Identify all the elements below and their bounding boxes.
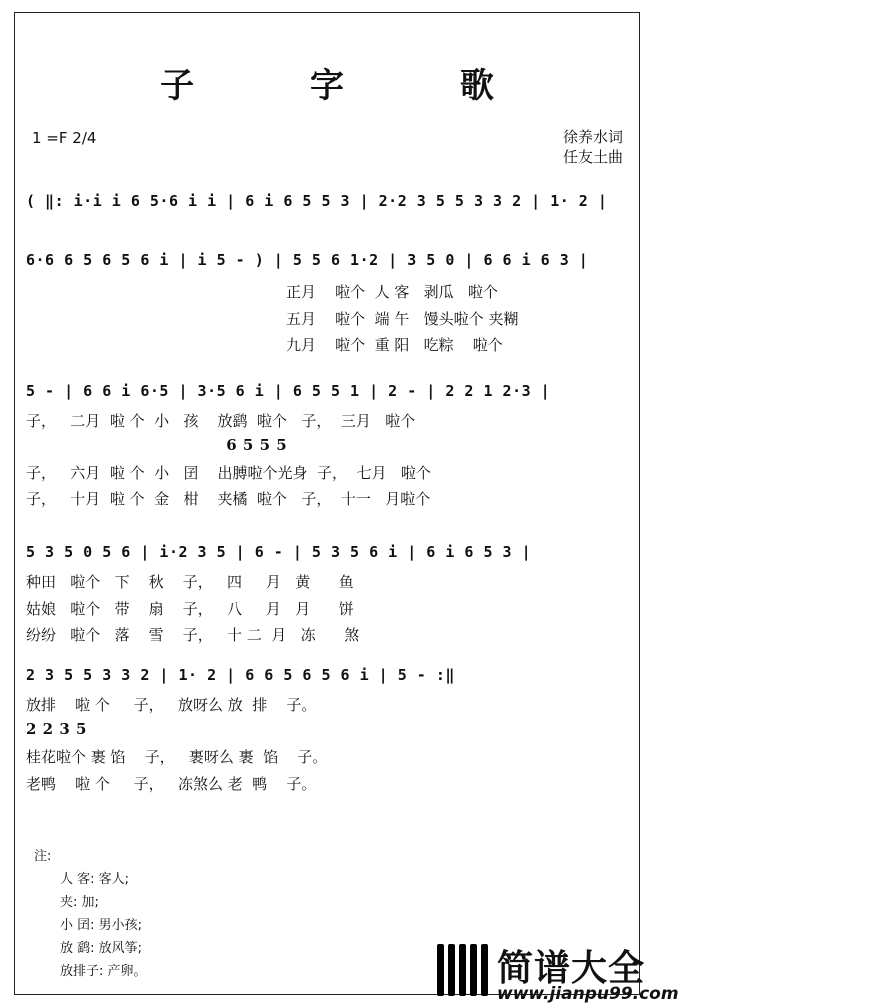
score-line-5: 2 3 5 5 3 3 2 | 1· 2 | 6 6 5 6 5 6 i | 5 - :‖ xyxy=(26,666,455,684)
lyric-3-alt-notes: 6 5 5 5 xyxy=(26,436,288,454)
lyric-4-verse-1: 种田 啦个 下 秋 子， 四 月 黄 鱼 xyxy=(26,573,354,591)
lyric-2-verse-3: 九月 啦个 重 阳 吃粽 啦个 xyxy=(286,336,503,354)
watermark-logo xyxy=(433,938,679,1006)
lyric-5-verse-1: 放排 啦 个 子， 放呀么 放 排 子。 xyxy=(26,696,317,714)
lyric-3-verse-1: 子， 二月 啦 个 小 孩 放鹞 啦个 子， 三月 啦个 xyxy=(26,412,416,430)
lyric-2-verse-2: 五月 啦个 端 午 馒头啦个 夹糊 xyxy=(286,310,519,328)
footnote-item: 放 鹞: 放风筝; xyxy=(60,941,143,956)
piano-keys-icon xyxy=(433,938,493,998)
footnote-item: 小 囝: 男小孩; xyxy=(60,918,143,933)
lyric-3-verse-2: 子， 六月 啦 个 小 囝 出膊啦个光身 子， 七月 啦个 xyxy=(26,464,431,482)
lyric-4-verse-3: 纷纷 啦个 落 雪 子， 十 二 月 冻 煞 xyxy=(26,626,360,644)
key-signature: 1 =F 2/4 xyxy=(32,129,97,147)
score-line-2: 6·6 6 5 6 5 6 i | i 5 - ) | 5 5 6 1·2 | 3 5 0 | 6 6 i 6 3 | xyxy=(26,251,589,269)
lyric-5-alt-notes: 2 2 3 5 xyxy=(26,720,87,738)
lyric-2-verse-1: 正月 啦个 人 客 剥瓜 啦个 xyxy=(286,283,498,301)
lyric-3-verse-3: 子， 十月 啦 个 金 柑 夹橘 啦个 子， 十一 月啦个 xyxy=(26,490,431,508)
footnote-label: 注: xyxy=(34,849,52,864)
score-line-3: 5 - | 6 6 i 6·5 | 3·5 6 i | 6 5 5 1 | 2 - | 2 2 1 2·3 | xyxy=(26,382,551,400)
lyricist: 徐养水词 xyxy=(563,128,624,146)
lyric-5-verse-3: 老鸭 啦 个 子， 冻煞么 老 鸭 子。 xyxy=(26,775,317,793)
footnote-item: 人 客: 客人; xyxy=(60,872,130,887)
credits xyxy=(563,127,623,167)
footnote-item: 夹: 加; xyxy=(60,895,99,910)
footnote-item: 放排子: 产卵。 xyxy=(60,964,147,979)
composer: 任友土曲 xyxy=(563,148,624,166)
score-line-1: ( ‖: i·i i 6 5·6 i i | 6 i 6 5 5 3 | 2·2 3 5 5 3 3 2 | 1· 2 | xyxy=(26,192,608,210)
lyric-5-verse-2: 桂花啦个 裹 馅 子， 裹呀么 裹 馅 子。 xyxy=(26,748,328,766)
lyric-4-verse-2: 姑娘 啦个 带 扇 子， 八 月 月 饼 xyxy=(26,600,354,618)
watermark-name: 简谱大全 xyxy=(497,948,646,989)
footnotes xyxy=(34,845,147,983)
song-title: 子 字 歌 xyxy=(160,66,546,106)
watermark-url: www.jianpu99.com xyxy=(497,984,679,1004)
score-line-4: 5 3 5 0 5 6 | i·2 3 5 | 6 - | 5 3 5 6 i | 6 i 6 5 3 | xyxy=(26,543,532,561)
